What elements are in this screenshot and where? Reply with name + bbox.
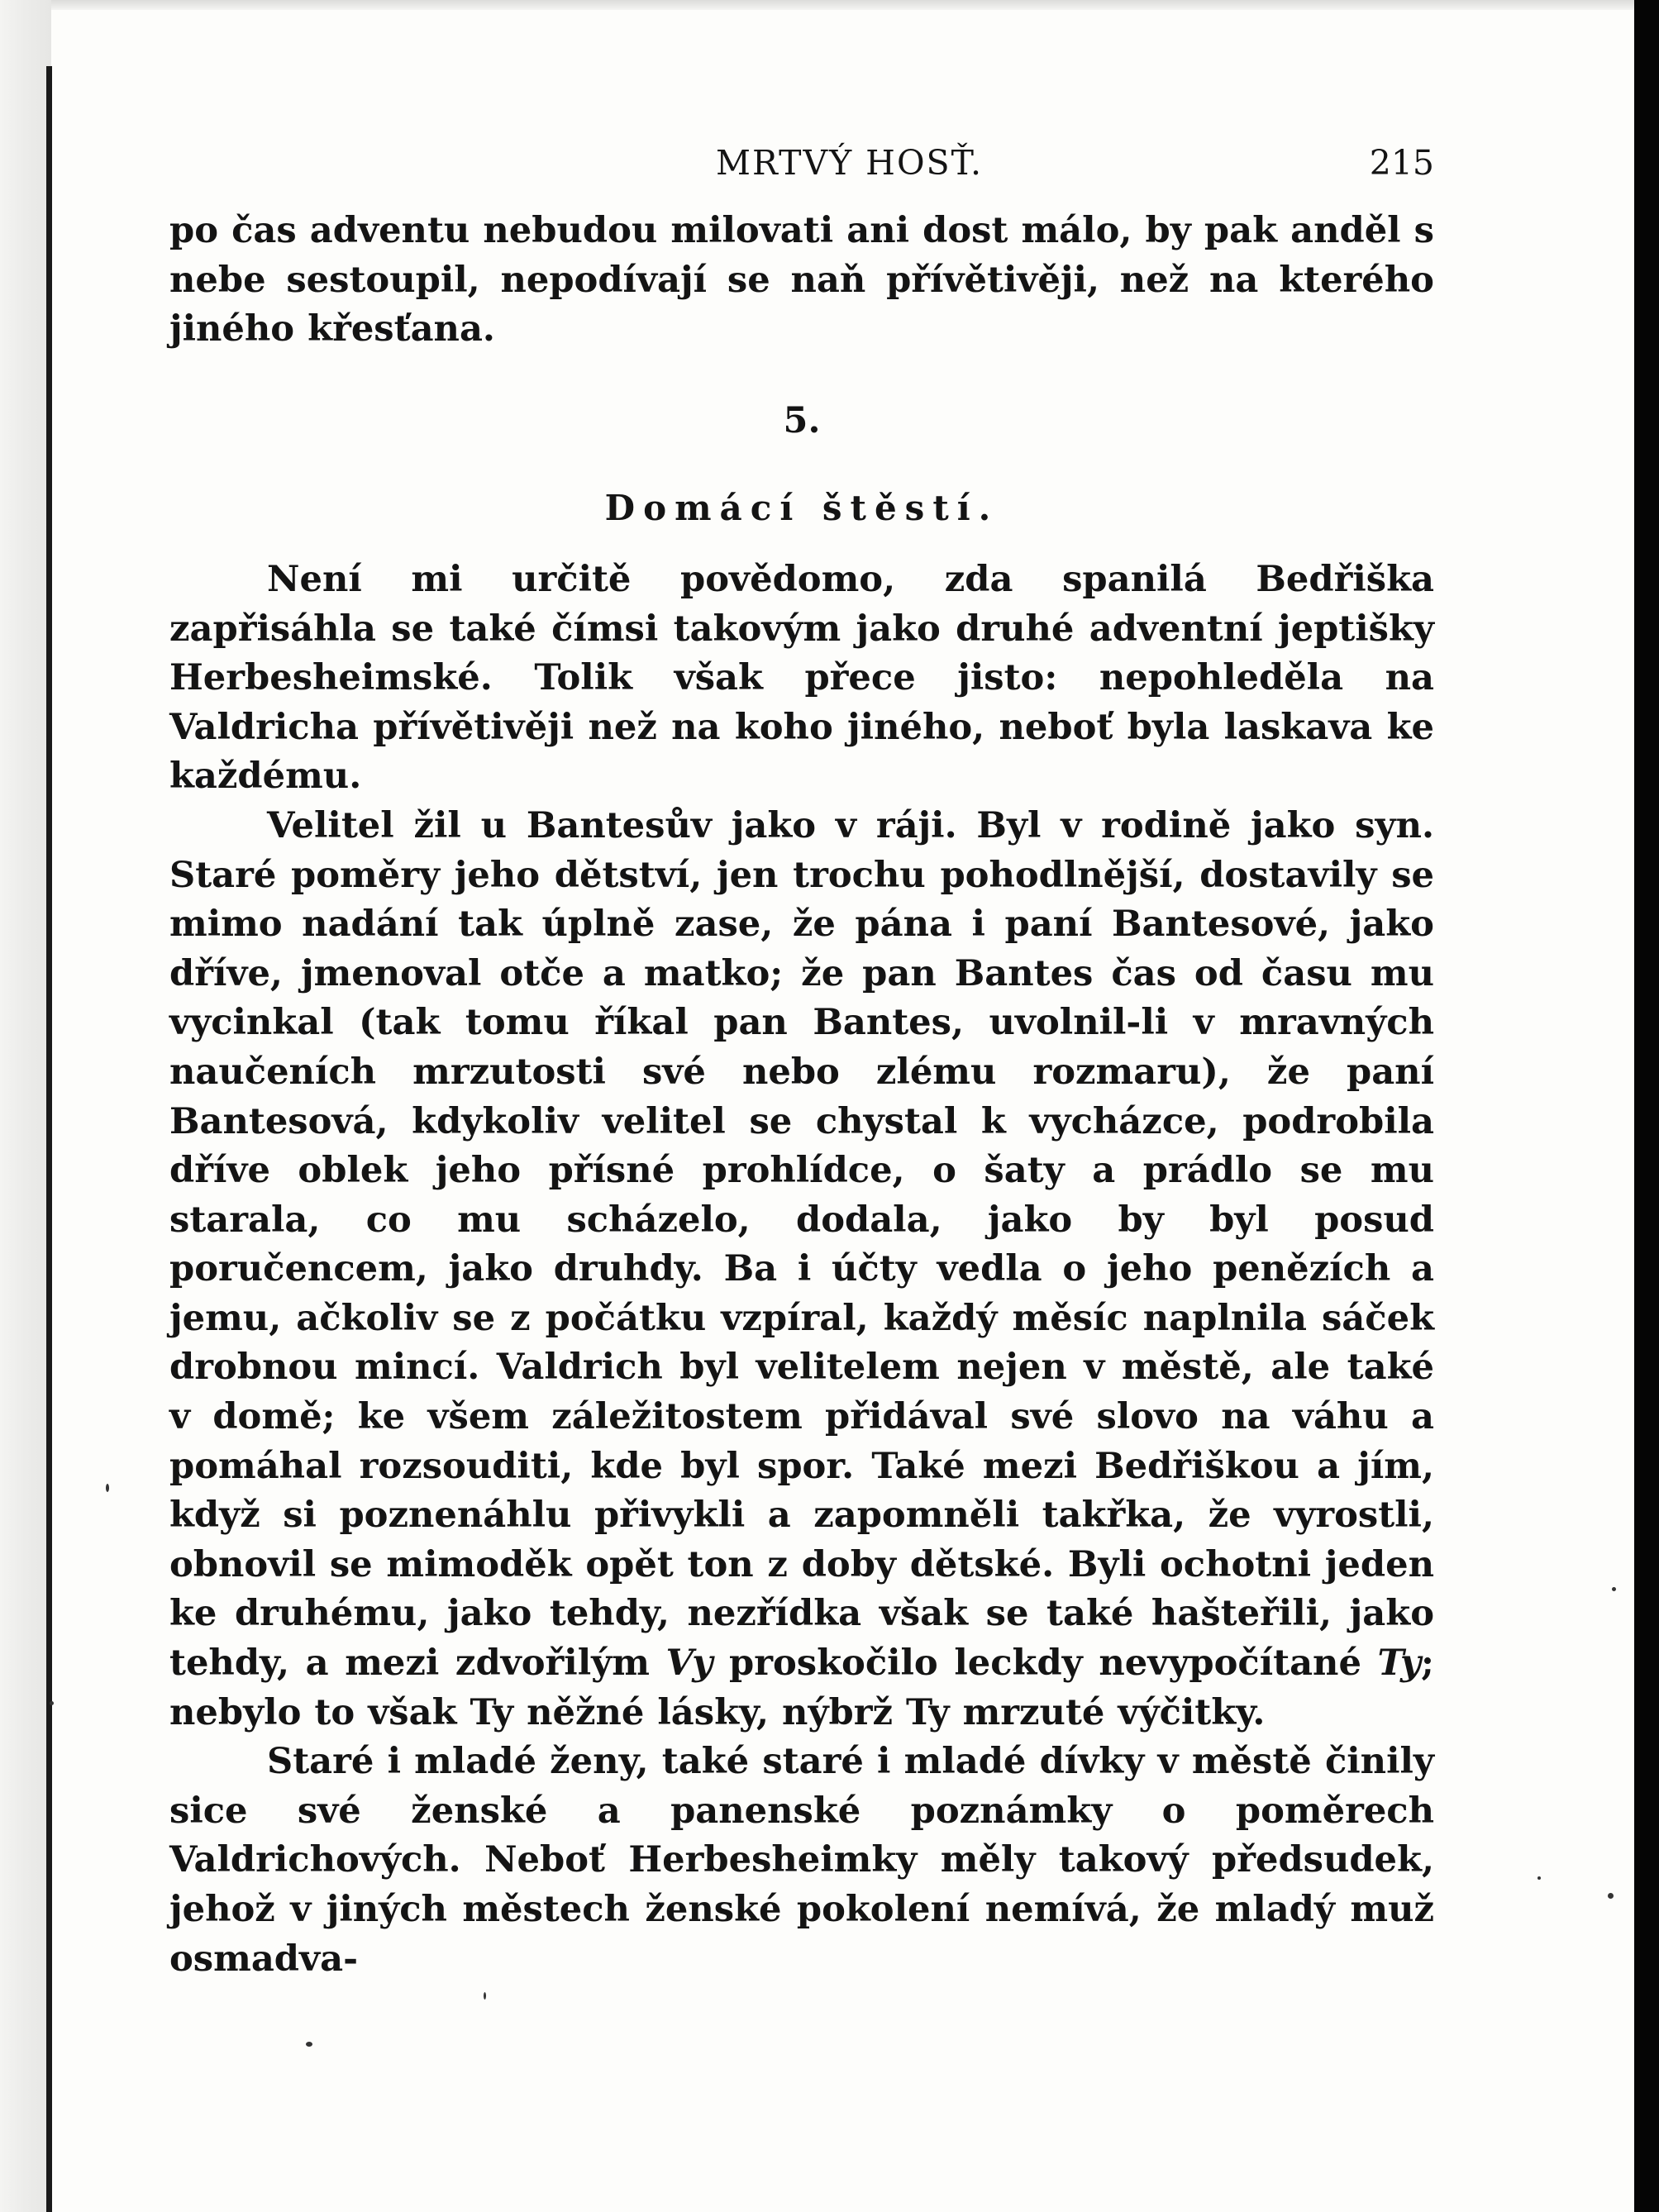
italic-vy: Vy <box>665 1642 713 1685</box>
italic-ty: Ty <box>1377 1642 1422 1685</box>
scan-speck <box>306 2042 312 2047</box>
left-page-edge <box>0 0 51 2212</box>
section-title: Domácí štěstí. <box>604 488 999 529</box>
running-header <box>169 136 1434 186</box>
paragraph-2-end: ; nebylo to však Ty něžné lásky, nýbrž Ty mrzuté výčitky. <box>169 1642 1434 1733</box>
running-title: MRTVÝ HOSŤ. <box>716 143 983 183</box>
binding-shadow-line <box>46 66 52 2212</box>
opening-paragraph: po čas adventu nebudou milovati ani dost málo, by pak anděl s nebe sestoupil, nepodívají se naň přívětivěji, než na kterého jiného křesťana. <box>169 209 1434 350</box>
scan-speck <box>484 1992 486 2000</box>
scan-speck <box>106 1484 109 1492</box>
paragraph-2 <box>169 801 1434 1737</box>
scan-speck <box>1537 1876 1541 1880</box>
paragraph-2-text: Velitel žil u Bantesův jako v ráji. Byl v rodině jako syn. Staré poměry jeho dětství, jen trochu pohodlnější, dostavily se mimo nadání tak úplně zase, že pána i paní Bantesové, jako dříve, jmenoval otče a matko; že pan Bantes čas od času mu vycinkal (tak tomu říkal pan Bantes, uvolnil-li v mravných naučeních mrzutosti své nebo zlému rozmaru), že paní Bantesová, kdykoliv velitel se chystal k vycházce, podrobila dříve oblek jeho přísné prohlídce, o šaty a prádlo se mu starala, co mu scházelo, dodala, jako by byl posud poručencem, jako druhdy. Ba i účty vedla o jeho penězích a jemu, ačkoliv se z počátku vzpíral, každý měsíc naplnila sáček drobnou mincí. Valdrich byl velitelem nejen v městě, ale také v domě; ke všem záležitostem přidával své slovo na váhu a pomáhal rozsouditi, kde byl spor. Také mezi Bedřiškou a jím, když si poznenáhlu přivykli a zapomněli takřka, že vyrostli, obnovil se mimoděk opět ton z doby dětské. Byli ochotni jeden ke druhému, jako tehdy, nezřídka však se také hašteřili, jako tehdy, a mezi zdvořilým <box>169 803 1434 1685</box>
text-body <box>169 206 1434 1983</box>
page-content <box>169 136 1434 1983</box>
paragraph-3: Staré i mladé ženy, také staré i mladé dívky v městě činily sice své ženské a panenské poznámky o poměrech Valdrichových. Neboť Herbesheimky měly takový předsudek, jehož v jiných městech ženské pokolení nemívá, že mladý muž osmadva- <box>169 1740 1434 1980</box>
scan-speck <box>1608 1893 1614 1899</box>
section-number: 5. <box>783 399 821 441</box>
page-number: 215 <box>1369 143 1434 183</box>
paragraph-1: Není mi určitě povědomo, zda spanilá Bedřiška zapřisáhla se také čímsi takovým jako druhé adventní jeptišky Herbesheimské. Tolik však přece jisto: nepohleděla na Valdricha přívětivěji než na koho jiného, neboť byla laskava ke každému. <box>169 557 1434 798</box>
scan-speck <box>50 1701 54 1705</box>
scan-speck <box>1612 1587 1616 1591</box>
paragraph-2-middle: proskočilo leckdy nevypočítané <box>713 1642 1378 1685</box>
top-page-edge <box>0 0 1659 10</box>
right-page-edge <box>1634 0 1659 2212</box>
